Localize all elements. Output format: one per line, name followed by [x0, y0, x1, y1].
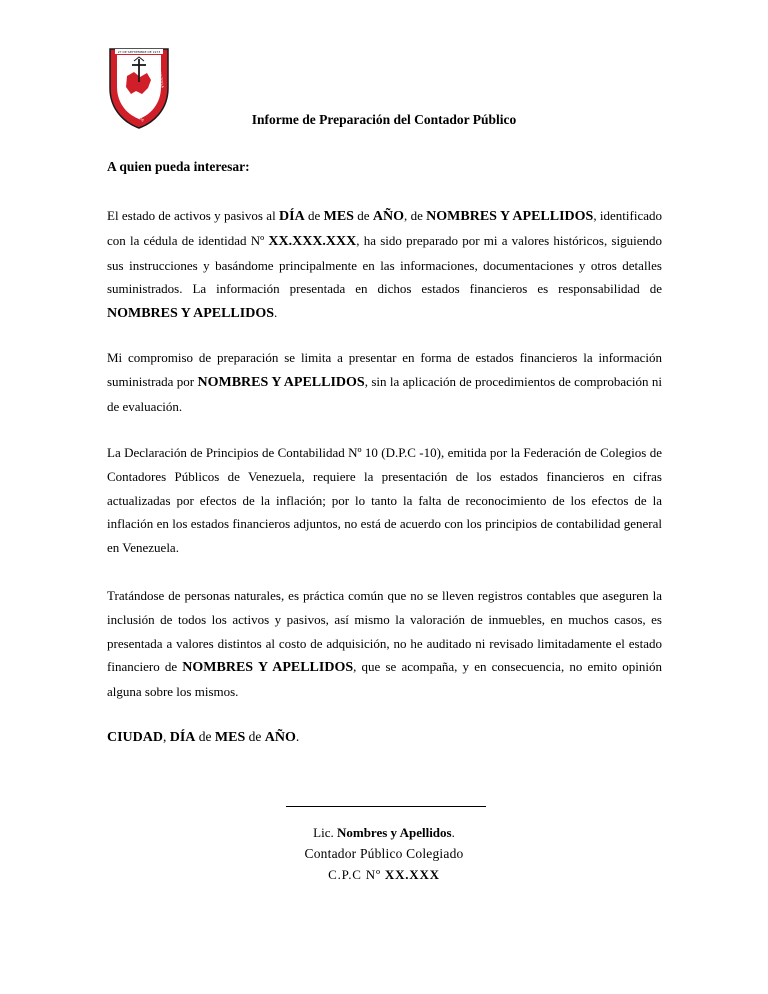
placeholder-day: DÍA	[169, 730, 196, 745]
text-run: Lic.	[313, 825, 337, 840]
svg-text:27 DE SEPTIEMBRE DE 1973: 27 DE SEPTIEMBRE DE 1973	[117, 50, 161, 54]
placeholder-city: CIUDAD	[107, 730, 163, 745]
text-run: C.P.C Nº	[328, 867, 385, 882]
text-run: .	[451, 825, 455, 840]
text-run: Tratándose de personas naturales, es práctica común que no se lleven registros contables que aseguren la inclusión de todos los activos y pasivos, así mismo la valoración de inmuebles, en muchos casos, es presentada a valores distintos al costo de adquisición, no he auditado ni revisado limitadamente el estado financiero de	[107, 588, 662, 675]
placeholder-id-number: XX.XXX.XXX	[268, 233, 357, 249]
text-run: de	[245, 729, 265, 744]
svg-text:PÚBLICOS: PÚBLICOS	[128, 109, 145, 123]
document-title	[0, 112, 768, 128]
text-run: El estado de activos y pasivos al	[107, 208, 280, 223]
paragraph-inflation: La Declaración de Principios de Contabilidad Nº 10 (D.P.C -10), emitida por la Federación de Colegios de Contadores Públicos de Venezuela, requiere la presentación de los estados financieros en cifras actualizadas por efectos de la inflación; por lo tanto la falta de reconocimiento de los efectos de la inflación en los estados financieros adjuntos, no está de acuerdo con los principios de contabilidad general en Venezuela.	[107, 445, 662, 556]
placeholder-cpc-number: XX.XXX	[384, 867, 440, 882]
text-run: .	[274, 305, 278, 321]
paragraph-commitment	[107, 346, 662, 418]
text-run: , sin la aplicación de procedimientos de comprobación ni de evaluación.	[107, 373, 663, 414]
text-run: , ha sido preparado por mi a valores históricos, siguiendo sus instrucciones y basándome principalmente en las informaciones, documentaciones y otros detalles suministrados. La información presentada en dichos estados financieros es responsabilidad de	[107, 232, 662, 297]
svg-text:VENEZUELA: VENEZUELA	[157, 67, 165, 89]
text-run: Mi compromiso de preparación se limita a presentar en forma de estados financieros la información suministrada por	[107, 350, 662, 389]
placeholder-day: DÍA	[279, 209, 305, 224]
placeholder-names: NOMBRES Y APELLIDOS	[107, 306, 274, 322]
placeholder-month: MES	[323, 209, 354, 224]
text-run: de	[353, 208, 373, 223]
placeholder-signatory-name: Nombres y Apellidos	[336, 825, 452, 840]
signatory-name	[0, 822, 768, 843]
text-run: , que se acompaña, y en consecuencia, no emito opinión alguna sobre los mismos.	[107, 659, 663, 700]
placeholder-year: AÑO	[264, 730, 296, 745]
text-run: de	[195, 729, 215, 744]
place-and-date	[107, 729, 299, 746]
text-run: , identificado con la cédula de identidad Nº	[107, 208, 662, 248]
paragraph-disclaimer	[107, 584, 662, 704]
svg-text:CONTADORES: CONTADORES	[117, 60, 126, 85]
text-run: de	[304, 208, 324, 223]
placeholder-names: NOMBRES Y APELLIDOS	[182, 660, 354, 676]
text-run: .	[295, 729, 300, 744]
text-run: ,	[163, 729, 170, 744]
document-title-text: Informe de Preparación del Contador Público	[251, 112, 517, 127]
signature-block	[0, 822, 768, 885]
placeholder-names: NOMBRES Y APELLIDOS	[426, 209, 594, 224]
signature-line	[286, 806, 486, 807]
signatory-title: Contador Público Colegiado	[304, 846, 464, 861]
placeholder-year: AÑO	[372, 209, 404, 224]
placeholder-month: MES	[214, 730, 246, 745]
paragraph-statement	[107, 204, 662, 326]
cpc-number	[0, 864, 768, 885]
placeholder-names: NOMBRES Y APELLIDOS	[197, 374, 365, 390]
text-run: , de	[404, 208, 427, 223]
salutation: A quien pueda interesar:	[107, 159, 250, 174]
